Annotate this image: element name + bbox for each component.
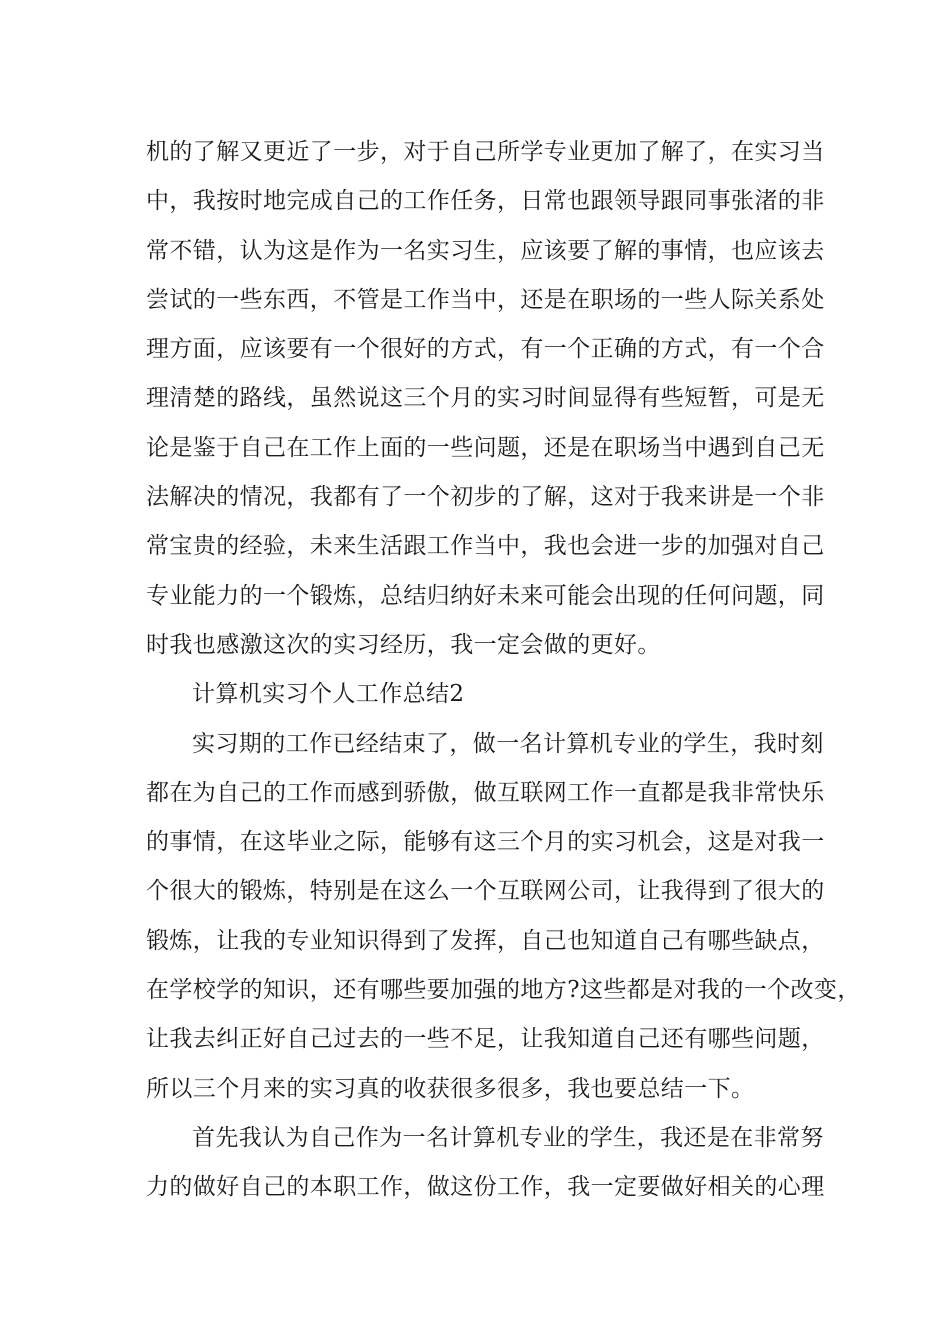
text-line: 专业能力的一个锻炼，总结归纳好未来可能会出现的任何问题，同 bbox=[146, 582, 825, 609]
section-heading: 计算机实习个人工作总结2 bbox=[192, 681, 465, 708]
text-line: 锻炼，让我的专业知识得到了发挥，自己也知道自己有哪些缺点， bbox=[146, 927, 825, 954]
document-body bbox=[146, 134, 861, 1219]
text-line: 理清楚的路线，虽然说这三个月的实习时间显得有些短暂，可是无 bbox=[146, 385, 825, 412]
text-line: 的事情，在这毕业之际，能够有这三个月的实习机会，这是对我一 bbox=[146, 829, 825, 856]
text-line: 在学校学的知识，还有哪些要加强的地方?这些都是对我的一个改变， bbox=[146, 977, 861, 1004]
text-line: 都在为自己的工作而感到骄傲，做互联网工作一直都是我非常快乐 bbox=[146, 779, 825, 806]
text-line: 个很大的锻炼，特别是在这么一个互联网公司，让我得到了很大的 bbox=[146, 878, 825, 905]
text-line: 常不错，认为这是作为一名实习生，应该要了解的事情，也应该去 bbox=[146, 237, 825, 264]
text-line: 理方面，应该要有一个很好的方式，有一个正确的方式，有一个合 bbox=[146, 336, 825, 363]
text-line: 让我去纠正好自己过去的一些不足，让我知道自己还有哪些问题， bbox=[146, 1026, 825, 1053]
text-line: 实习期的工作已经结束了，做一名计算机专业的学生，我时刻 bbox=[192, 730, 824, 757]
text-line: 中，我按时地完成自己的工作任务，日常也跟领导跟同事张渚的非 bbox=[146, 188, 825, 215]
text-line: 时我也感激这次的实习经历，我一定会做的更好。 bbox=[146, 631, 661, 658]
text-line: 论是鉴于自己在工作上面的一些问题，还是在职场当中遇到自己无 bbox=[146, 434, 825, 461]
text-line: 常宝贵的经验，未来生活跟工作当中，我也会进一步的加强对自己 bbox=[146, 533, 825, 560]
text-line: 法解决的情况，我都有了一个初步的了解，这对于我来讲是一个非 bbox=[146, 484, 825, 511]
text-line: 尝试的一些东西，不管是工作当中，还是在职场的一些人际关系处 bbox=[146, 286, 825, 313]
text-line: 机的了解又更近了一步，对于自己所学专业更加了解了，在实习当 bbox=[146, 139, 825, 165]
text-line: 力的做好自己的本职工作，做这份工作，我一定要做好相关的心理 bbox=[146, 1174, 825, 1201]
text-line: 首先我认为自己作为一名计算机专业的学生，我还是在非常努 bbox=[192, 1124, 824, 1151]
text-line: 所以三个月来的实习真的收获很多很多，我也要总结一下。 bbox=[146, 1075, 755, 1102]
